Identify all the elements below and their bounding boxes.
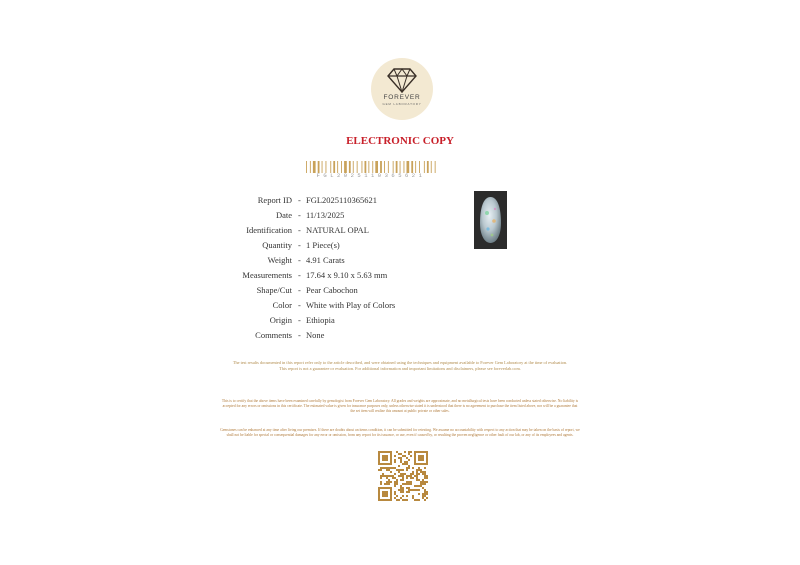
logo-name: FOREVER [383,94,421,101]
row-separator: - [298,285,301,295]
row-label: Report ID [257,195,292,205]
row-separator: - [298,225,301,235]
barcode-text: FGL2025110365621 [316,172,426,179]
row-value: None [306,330,325,340]
row-separator: - [298,315,301,325]
disclaimer-results: The test results documented in this report refer only to the article described, and were obtained using the techniques and equipment available to Forever Gem Laboratory at the time of evaluation. This report is not a guarantee or evaluation. For additional information and important limitations and disclaimers, please see foreverlab.com. [232,360,568,371]
row-label: Identification [246,225,292,235]
row-value: White with Play of Colors [306,300,396,310]
opal-photo [474,191,507,249]
row-label: Weight [267,255,292,265]
row-value: NATURAL OPAL [306,225,369,235]
diamond-icon [387,67,417,93]
row-separator: - [298,210,301,220]
electronic-copy-banner: ELECTRONIC COPY [346,135,454,147]
lab-logo [371,58,433,120]
row-value: FGL2025110365621 [306,195,377,205]
row-label: Quantity [262,240,292,250]
row-value: Pear Cabochon [306,285,358,295]
row-value: 11/13/2025 [306,210,345,220]
row-value: 17.64 x 9.10 x 5.63 mm [306,270,388,280]
row-value: 1 Piece(s) [306,240,340,250]
row-separator: - [298,240,301,250]
row-label: Shape/Cut [256,285,292,295]
row-label: Color [272,300,292,310]
row-label: Comments [255,330,292,340]
row-label: Measurements [242,270,292,280]
logo-subtitle: GEM LABORATORY [382,102,422,106]
disclaimer-enhancement: Gemstones can be enhanced at any time after living our premises. If there are doubts about an items condition, it can be submitted for retesting. We assume no accountability with respect to any action that may be taken on the basis of report, we shall not be liable for special or consequential damages for any error or omission, from any report for its issuance, or use, even if caused by, or resulting the proven negligence or other fault of our lab, or any of its employees and agents. [220,428,580,437]
row-value: 4.91 Carats [306,255,345,265]
row-label: Origin [269,315,292,325]
row-separator: - [298,300,301,310]
row-label: Date [275,210,292,220]
row-value: Ethiopia [306,315,335,325]
row-separator: - [298,330,301,340]
row-separator: - [298,195,301,205]
row-separator: - [298,255,301,265]
qr-code-icon[interactable] [378,451,428,501]
disclaimer-certification: This is to certify that the above items have been examined carefully by gemologist from Forever Gem Laboratory. All grades and weights are approximate, and no metallurgical tests have been conducted unless stated otherwise. No liability is accepted for any errors or omissions in this certificate. The estimated value is given for insurance purposes only, unless otherwise stated it is understood that there is no agreement to purchase the item listed above, nor will be a guarantee that the set item will realize this amount at public private or other sales. [221,399,579,413]
row-separator: - [298,270,301,280]
